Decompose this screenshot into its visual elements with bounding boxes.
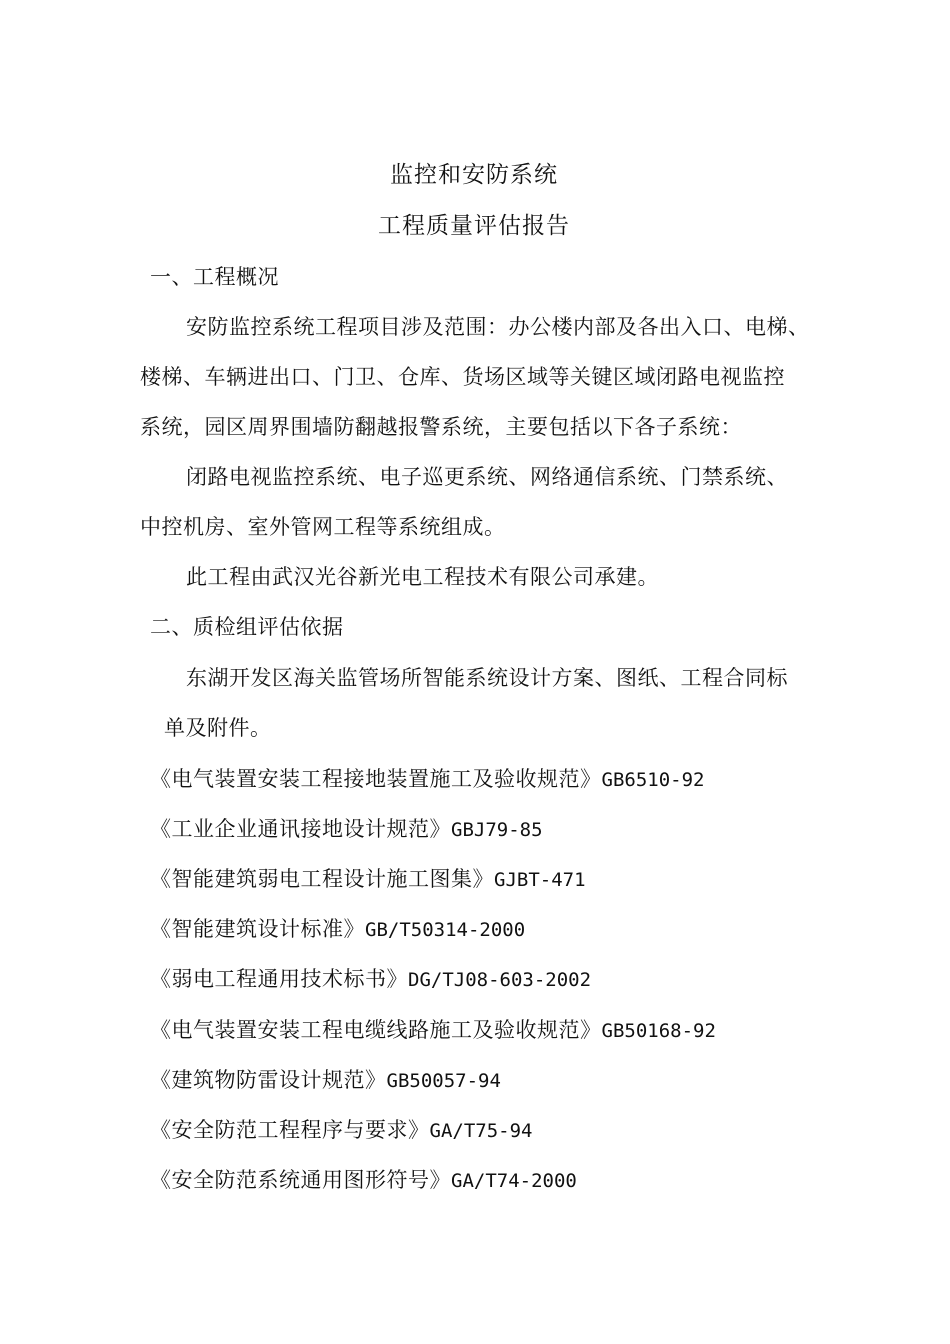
section1-para2-line1: 闭路电视监控系统、电子巡更系统、网络通信系统、门禁系统、 <box>186 465 788 489</box>
section1-para2-line2: 中控机房、室外管网工程等系统组成。 <box>140 515 506 539</box>
section2-para1-line1: 东湖开发区海关监管场所智能系统设计方案、图纸、工程合同标 <box>186 666 788 690</box>
section2-para1-line2: 单及附件。 <box>164 716 272 740</box>
standard-name: 《安全防范工程程序与要求》 <box>150 1118 430 1142</box>
standard-name: 《弱电工程通用技术标书》 <box>150 967 408 991</box>
standard-name: 《工业企业通讯接地设计规范》 <box>150 817 451 841</box>
standard-code: GBJ79-85 <box>451 819 543 841</box>
standard-item <box>150 1115 532 1146</box>
standard-code: GB/T50314-2000 <box>365 919 526 941</box>
standard-item <box>150 914 525 945</box>
standard-code: GJBT-471 <box>494 869 586 891</box>
standard-code: GB50168-92 <box>601 1020 716 1042</box>
section1-para1-line2: 楼梯、车辆进出口、门卫、仓库、货场区域等关键区域闭路电视监控 <box>140 365 785 389</box>
doc-title-line2: 工程质量评估报告 <box>378 213 570 239</box>
standard-name: 《智能建筑弱电工程设计施工图集》 <box>150 867 494 891</box>
section1-para1-line1: 安防监控系统工程项目涉及范围：办公楼内部及各出入口、电梯、 <box>186 315 810 339</box>
standard-name: 《安全防范系统通用图形符号》 <box>150 1168 451 1192</box>
standard-item <box>150 1015 716 1046</box>
standard-item <box>150 1065 501 1096</box>
section1-heading: 一、工程概况 <box>150 265 279 289</box>
standard-item <box>150 964 591 995</box>
standard-code: GB50057-94 <box>386 1070 501 1092</box>
standard-item <box>150 1165 577 1196</box>
standard-code: GA/T74-2000 <box>451 1170 577 1192</box>
standard-name: 《智能建筑设计标准》 <box>150 917 365 941</box>
section1-para3: 此工程由武汉光谷新光电工程技术有限公司承建。 <box>186 565 659 589</box>
standard-name: 《建筑物防雷设计规范》 <box>150 1068 387 1092</box>
standard-code: DG/TJ08-603-2002 <box>408 969 592 991</box>
standard-item <box>150 864 586 895</box>
standard-code: GA/T75-94 <box>429 1120 533 1142</box>
section1-para1-line3: 系统，园区周界围墙防翻越报警系统，主要包括以下各子系统： <box>140 415 742 439</box>
standard-name: 《电气装置安装工程电缆线路施工及验收规范》 <box>150 1018 602 1042</box>
standard-item <box>150 764 704 795</box>
doc-title-line1: 监控和安防系统 <box>390 162 558 188</box>
section2-heading: 二、质检组评估依据 <box>150 615 344 639</box>
standard-name: 《电气装置安装工程接地装置施工及验收规范》 <box>150 767 602 791</box>
standard-code: GB6510-92 <box>601 769 705 791</box>
standard-item <box>150 814 543 845</box>
